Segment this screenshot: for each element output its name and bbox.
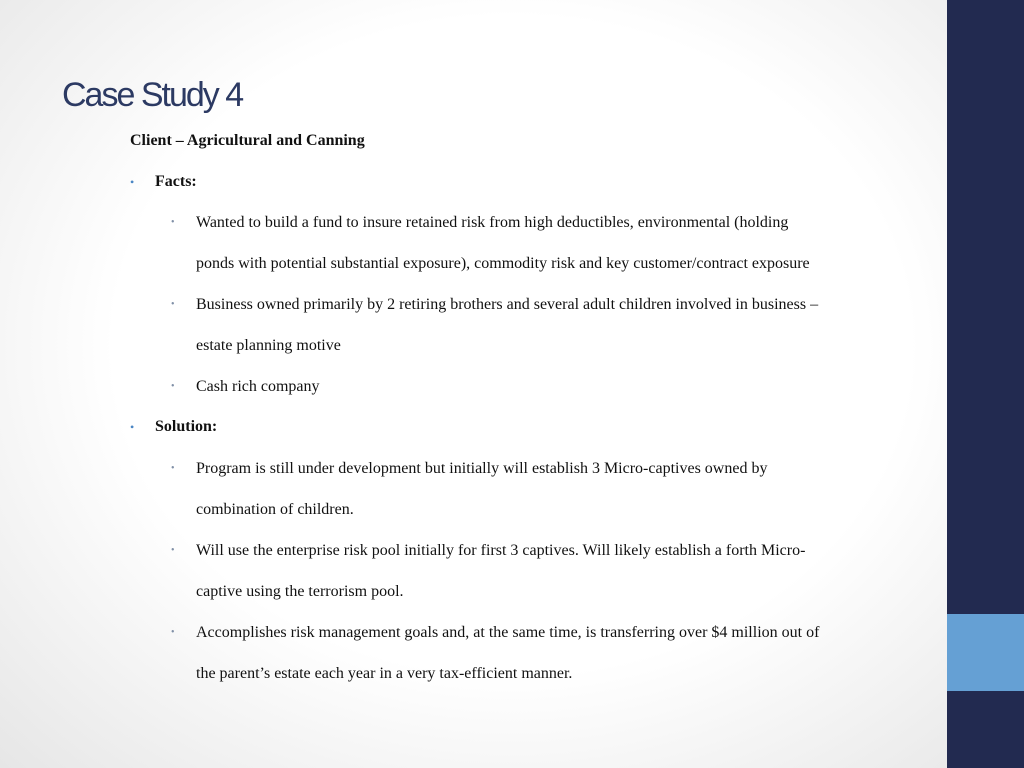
fact-2-line-1: Business owned primarily by 2 retiring brothers and several adult children involved in business – — [196, 296, 819, 313]
solution-3-line-1: Accomplishes risk management goals and, at the same time, is transferring over $4 million out of — [196, 624, 820, 641]
solution-1-line-2: combination of children. — [196, 501, 354, 518]
bullet-solution-3: • — [171, 627, 175, 638]
bullet-solution-2: • — [171, 545, 175, 556]
solution-1-line-1: Program is still under development but initially will establish 3 Micro-captives owned by — [196, 460, 768, 477]
sidebar-accent-block — [947, 614, 1024, 691]
slide-title: Case Study 4 — [62, 76, 243, 114]
client-line: Client – Agricultural and Canning — [130, 132, 365, 149]
solution-3-line-2: the parent’s estate each year in a very tax-efficient manner. — [196, 665, 573, 682]
bullet-facts: • — [130, 175, 135, 189]
bullet-fact-3: • — [171, 381, 175, 392]
bullet-fact-2: • — [171, 299, 175, 310]
fact-3-line-1: Cash rich company — [196, 378, 320, 395]
bullet-fact-1: • — [171, 217, 175, 228]
bullet-solution: • — [130, 420, 135, 434]
solution-label: Solution: — [155, 418, 218, 435]
fact-2-line-2: estate planning motive — [196, 337, 341, 354]
fact-1-line-1: Wanted to build a fund to insure retained risk from high deductibles, environmental (holding — [196, 214, 789, 231]
facts-label: Facts: — [155, 173, 197, 190]
solution-2-line-1: Will use the enterprise risk pool initially for first 3 captives. Will likely establish a forth Micro- — [196, 542, 806, 559]
bullet-solution-1: • — [171, 463, 175, 474]
fact-1-line-2: ponds with potential substantial exposure), commodity risk and key customer/contract exposure — [196, 255, 810, 272]
solution-2-line-2: captive using the terrorism pool. — [196, 583, 404, 600]
